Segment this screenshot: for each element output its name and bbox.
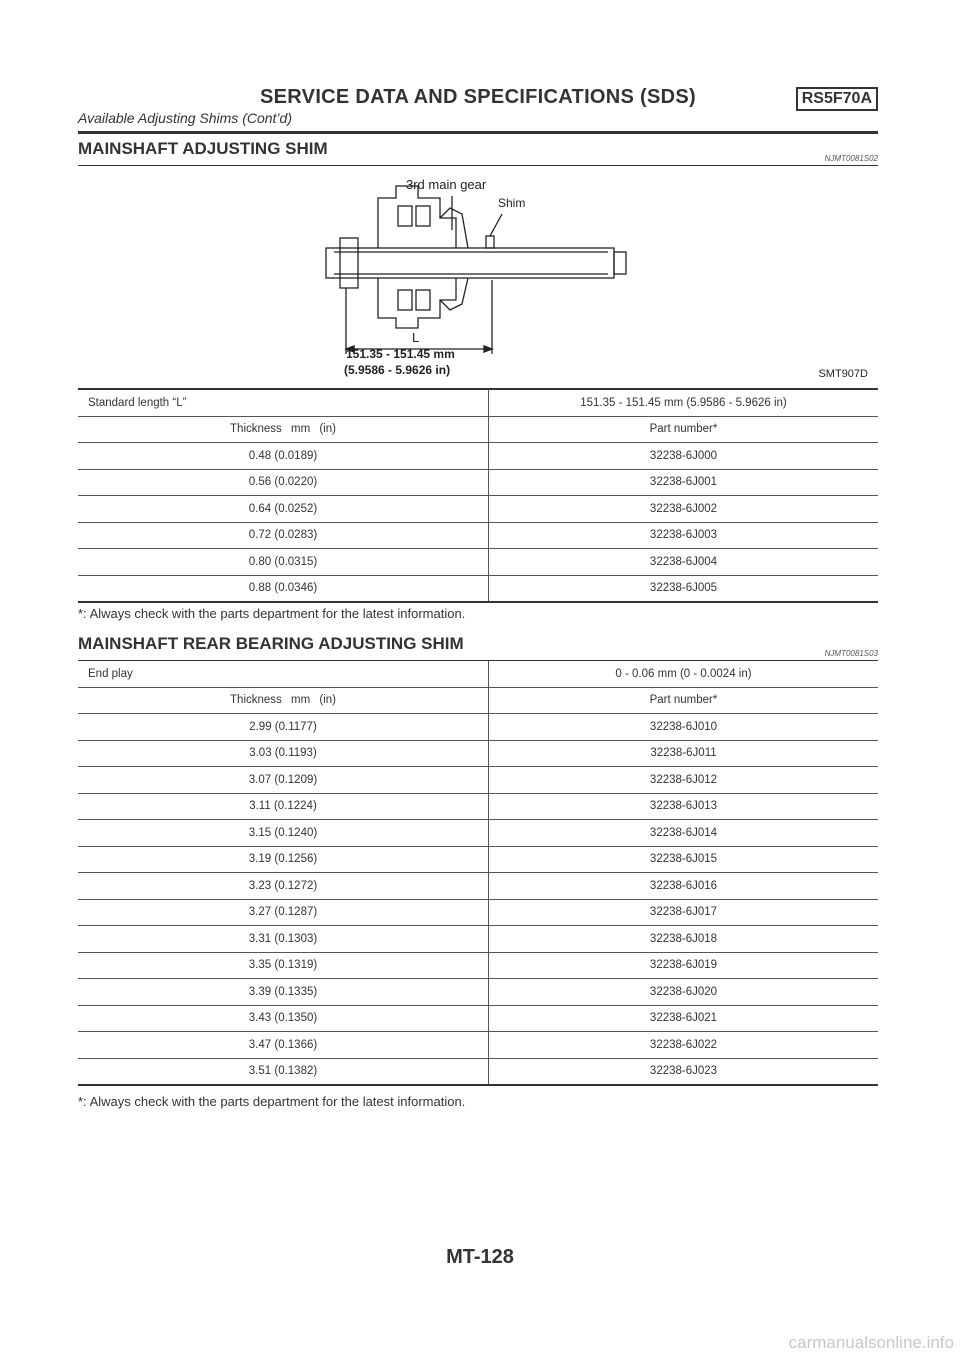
spec-label: End play [78, 661, 489, 687]
section-rule [78, 165, 878, 166]
thickness-cell: 3.07 (0.1209) [78, 767, 489, 794]
rear-bearing-shim-table [78, 661, 878, 1086]
upper-gear-cluster [378, 186, 456, 248]
part-number-cell: 32238-6J020 [489, 979, 879, 1006]
part-number-cell: 32238-6J015 [489, 846, 879, 873]
part-number-cell: 32238-6J011 [489, 740, 879, 767]
table-row [78, 979, 878, 1006]
table-header-row [78, 416, 878, 443]
part-number-cell: 32238-6J016 [489, 873, 879, 900]
shim-part [486, 236, 494, 248]
spec-value: 151.35 - 151.45 mm (5.9586 - 5.9626 in) [489, 389, 879, 416]
table-row [78, 952, 878, 979]
label-shim: Shim [498, 196, 526, 210]
table-row-spec [78, 661, 878, 687]
thickness-cell: 3.15 (0.1240) [78, 820, 489, 847]
col-part-number: Part number* [489, 416, 879, 443]
thickness-cell: 0.88 (0.0346) [78, 575, 489, 602]
table-row [78, 575, 878, 602]
thickness-cell: 0.72 (0.0283) [78, 522, 489, 549]
watermark: carmanualsonline.info [788, 1333, 954, 1352]
part-number-cell: 32238-6J017 [489, 899, 879, 926]
thickness-cell: 3.51 (0.1382) [78, 1058, 489, 1085]
part-number-cell: 32238-6J005 [489, 575, 879, 602]
thickness-cell: 0.56 (0.0220) [78, 469, 489, 496]
part-number-cell: 32238-6J013 [489, 793, 879, 820]
part-number-cell: 32238-6J001 [489, 469, 879, 496]
label-l: L [412, 330, 420, 345]
table-row [78, 549, 878, 576]
thickness-cell: 3.11 (0.1224) [78, 793, 489, 820]
spec-value: 0 - 0.06 mm (0 - 0.0024 in) [489, 661, 879, 687]
col-thickness: Thickness mm (in) [78, 416, 489, 443]
section-title-mainshaft-shim: MAINSHAFT ADJUSTING SHIM [78, 139, 328, 158]
table-row [78, 469, 878, 496]
table-row [78, 926, 878, 953]
thickness-cell: 3.39 (0.1335) [78, 979, 489, 1006]
dimension-mm: 151.35 - 151.45 mm [346, 347, 455, 361]
col-part-number: Part number* [489, 687, 879, 714]
part-number-cell: 32238-6J023 [489, 1058, 879, 1085]
note-parts-dept: *: Always check with the parts department for the latest information. [78, 606, 466, 621]
thickness-cell: 0.48 (0.0189) [78, 443, 489, 470]
mainshaft-figure [78, 168, 878, 383]
note-parts-dept: *: Always check with the parts department for the latest information. [78, 1094, 466, 1109]
part-number-cell: 32238-6J022 [489, 1032, 879, 1059]
thickness-cell: 0.80 (0.0315) [78, 549, 489, 576]
label-3rd-main-gear: 3rd main gear [406, 177, 487, 192]
thickness-cell: 3.27 (0.1287) [78, 899, 489, 926]
thickness-cell: 3.23 (0.1272) [78, 873, 489, 900]
table-row [78, 522, 878, 549]
part-number-cell: 32238-6J003 [489, 522, 879, 549]
table-row [78, 443, 878, 470]
part-number-cell: 32238-6J010 [489, 714, 879, 741]
table-row [78, 899, 878, 926]
part-number-cell: 32238-6J012 [489, 767, 879, 794]
mainshaft-shim-table [78, 388, 878, 603]
table-row [78, 793, 878, 820]
part-number-cell: 32238-6J002 [489, 496, 879, 523]
thickness-cell: 2.99 (0.1177) [78, 714, 489, 741]
header-rule [78, 131, 878, 134]
table-row [78, 496, 878, 523]
table-row [78, 767, 878, 794]
thickness-cell: 3.47 (0.1366) [78, 1032, 489, 1059]
part-number-cell: 32238-6J004 [489, 549, 879, 576]
table-row [78, 714, 878, 741]
spec-label: Standard length “L” [78, 389, 489, 416]
page-subtitle: Available Adjusting Shims (Cont’d) [78, 110, 292, 126]
page-title: SERVICE DATA AND SPECIFICATIONS (SDS) [260, 86, 696, 108]
dimension-in: (5.9586 - 5.9626 in) [344, 363, 451, 377]
col-thickness: Thickness mm (in) [78, 687, 489, 714]
table-header-row [78, 687, 878, 714]
table-row [78, 1058, 878, 1085]
part-number-cell: 32238-6J000 [489, 443, 879, 470]
part-number-cell: 32238-6J019 [489, 952, 879, 979]
section-title-rear-bearing-shim: MAINSHAFT REAR BEARING ADJUSTING SHIM [78, 634, 464, 653]
figure-code: SMT907D [818, 368, 868, 380]
part-number-cell: 32238-6J021 [489, 1005, 879, 1032]
part-number-cell: 32238-6J018 [489, 926, 879, 953]
lower-gear-cluster [378, 278, 456, 328]
mainshaft-diagram [78, 168, 878, 383]
thickness-cell: 3.03 (0.1193) [78, 740, 489, 767]
section-code: NJMT0081S03 [824, 649, 878, 658]
table-row [78, 740, 878, 767]
part-number-cell: 32238-6J014 [489, 820, 879, 847]
table-row-spec [78, 389, 878, 416]
thickness-cell: 3.43 (0.1350) [78, 1005, 489, 1032]
table-row [78, 846, 878, 873]
page-number: MT-128 [446, 1246, 514, 1268]
table-row [78, 1032, 878, 1059]
model-badge: RS5F70A [796, 87, 878, 111]
thickness-cell: 3.35 (0.1319) [78, 952, 489, 979]
table-row [78, 820, 878, 847]
section-code: NJMT0081S02 [824, 154, 878, 163]
thickness-cell: 3.19 (0.1256) [78, 846, 489, 873]
thickness-cell: 3.31 (0.1303) [78, 926, 489, 953]
table-row [78, 1005, 878, 1032]
thickness-cell: 0.64 (0.0252) [78, 496, 489, 523]
table-row [78, 873, 878, 900]
